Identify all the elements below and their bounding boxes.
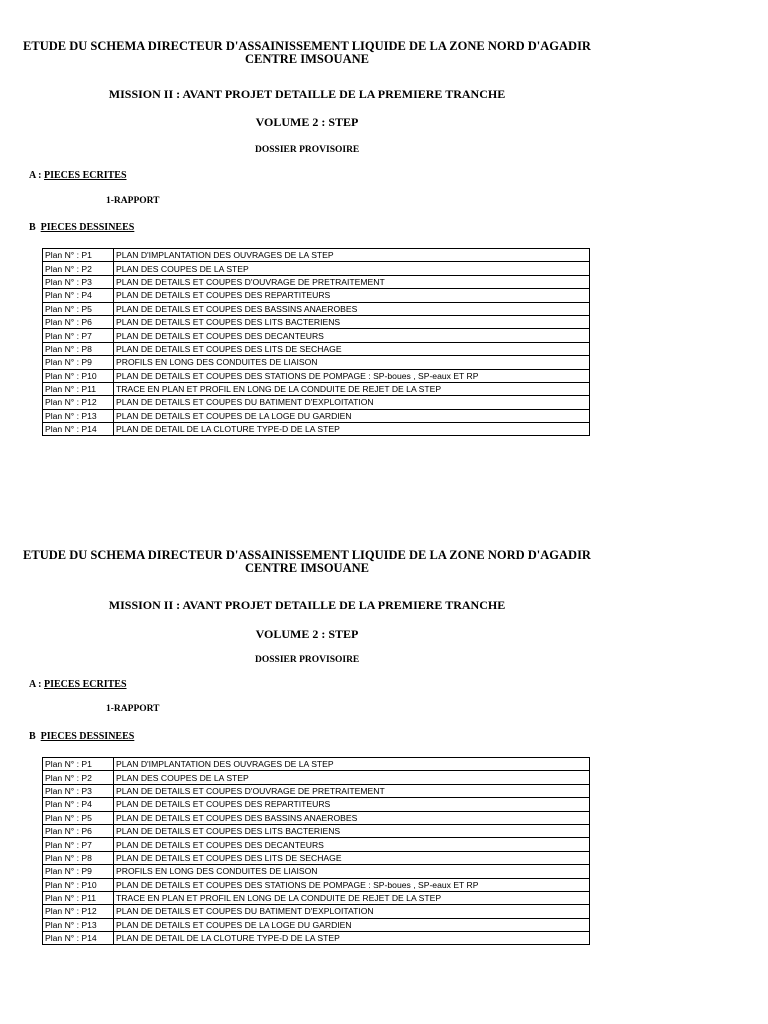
plan-number: Plan N° : P9 [43, 865, 114, 878]
plan-description: PLAN DE DETAILS ET COUPES DE LA LOGE DU GARDIEN [114, 409, 590, 422]
plan-number: Plan N° : P4 [43, 289, 114, 302]
plan-description: PLAN DE DETAILS ET COUPES DES LITS DE SECHAGE [114, 851, 590, 864]
plan-description: PLAN DE DETAILS ET COUPES DES STATIONS DE POMPAGE : SP-boues , SP-eaux ET RP [114, 369, 590, 382]
section-b-prefix: B [29, 731, 36, 742]
plan-row [43, 784, 590, 797]
title-line-1: ETUDE DU SCHEMA DIRECTEUR D'ASSAINISSEMENT LIQUIDE DE LA ZONE NORD D'AGADIR [23, 39, 591, 53]
plan-number: Plan N° : P10 [43, 369, 114, 382]
plan-description: PROFILS EN LONG DES CONDUITES DE LIAISON [114, 356, 590, 369]
plan-row [43, 758, 590, 771]
mission-heading: MISSION II : AVANT PROJET DETAILLE DE LA PREMIERE TRANCHE [108, 87, 506, 101]
section-a-label: PIECES ECRITES [44, 679, 127, 690]
plan-number: Plan N° : P8 [43, 851, 114, 864]
plans-table [42, 757, 590, 945]
plan-number: Plan N° : P12 [43, 905, 114, 918]
plan-number: Plan N° : P4 [43, 798, 114, 811]
plan-description: TRACE EN PLAN ET PROFIL EN LONG DE LA CONDUITE DE REJET DE LA STEP [114, 382, 590, 395]
plan-row [43, 824, 590, 837]
plan-number: Plan N° : P6 [43, 315, 114, 328]
plan-row [43, 382, 590, 395]
plan-description: PLAN DE DETAILS ET COUPES DES BASSINS ANAEROBES [114, 811, 590, 824]
volume-heading: VOLUME 2 : STEP [255, 115, 359, 129]
plan-number: Plan N° : P2 [43, 262, 114, 275]
plan-description: PLAN DE DETAILS ET COUPES DES STATIONS DE POMPAGE : SP-boues , SP-eaux ET RP [114, 878, 590, 891]
plan-number: Plan N° : P3 [43, 275, 114, 288]
plan-description: PLAN DE DETAILS ET COUPES DU BATIMENT D'EXPLOITATION [114, 905, 590, 918]
plan-description: PLAN D'IMPLANTATION DES OUVRAGES DE LA STEP [114, 249, 590, 262]
plan-row [43, 918, 590, 931]
plan-description: PLAN DE DETAILS ET COUPES D'OUVRAGE DE PRETRAITEMENT [114, 275, 590, 288]
plan-description: TRACE EN PLAN ET PROFIL EN LONG DE LA CONDUITE DE REJET DE LA STEP [114, 891, 590, 904]
section-a-label: PIECES ECRITES [44, 170, 127, 181]
plan-number: Plan N° : P9 [43, 356, 114, 369]
plan-row [43, 302, 590, 315]
plan-row [43, 851, 590, 864]
plan-description: PLAN D'IMPLANTATION DES OUVRAGES DE LA STEP [114, 758, 590, 771]
plan-number: Plan N° : P3 [43, 784, 114, 797]
plan-description: PLAN DE DETAILS ET COUPES DE LA LOGE DU GARDIEN [114, 918, 590, 931]
plan-row [43, 811, 590, 824]
section-a-prefix: A : [29, 170, 42, 181]
section-a-heading [29, 170, 127, 181]
plan-description: PLAN DE DETAILS ET COUPES DES BASSINS ANAEROBES [114, 302, 590, 315]
plan-description: PLAN DES COUPES DE LA STEP [114, 771, 590, 784]
plan-number: Plan N° : P11 [43, 382, 114, 395]
plan-number: Plan N° : P8 [43, 342, 114, 355]
plan-row [43, 891, 590, 904]
plan-number: Plan N° : P10 [43, 878, 114, 891]
plan-number: Plan N° : P1 [43, 758, 114, 771]
plan-description: PLAN DE DETAILS ET COUPES DES LITS DE SECHAGE [114, 342, 590, 355]
plan-number: Plan N° : P14 [43, 423, 114, 436]
plan-row [43, 798, 590, 811]
plan-row [43, 396, 590, 409]
plan-description: PLAN DE DETAILS ET COUPES DES LITS BACTERIENS [114, 824, 590, 837]
plan-row [43, 409, 590, 422]
dossier-label: DOSSIER PROVISOIRE [255, 145, 360, 155]
plan-row [43, 342, 590, 355]
dossier-label: DOSSIER PROVISOIRE [255, 655, 360, 665]
plan-number: Plan N° : P6 [43, 824, 114, 837]
plan-number: Plan N° : P13 [43, 918, 114, 931]
plan-row [43, 865, 590, 878]
plan-description: PLAN DE DETAIL DE LA CLOTURE TYPE-D DE LA STEP [114, 932, 590, 945]
section-b-label: PIECES DESSINEES [40, 731, 135, 742]
plan-description: PROFILS EN LONG DES CONDUITES DE LIAISON [114, 865, 590, 878]
plan-description: PLAN DE DETAILS ET COUPES D'OUVRAGE DE PRETRAITEMENT [114, 784, 590, 797]
plans-table [42, 248, 590, 436]
section-a-prefix: A : [29, 679, 42, 690]
plan-row [43, 932, 590, 945]
plan-number: Plan N° : P1 [43, 249, 114, 262]
plan-number: Plan N° : P5 [43, 302, 114, 315]
plan-row [43, 423, 590, 436]
plan-description: PLAN DE DETAILS ET COUPES DU BATIMENT D'EXPLOITATION [114, 396, 590, 409]
volume-heading: VOLUME 2 : STEP [255, 627, 359, 641]
plan-row [43, 771, 590, 784]
plan-row [43, 878, 590, 891]
document-title [0, 549, 614, 575]
plan-description: PLAN DE DETAILS ET COUPES DES LITS BACTERIENS [114, 315, 590, 328]
plan-description: PLAN DE DETAILS ET COUPES DES REPARTITEURS [114, 798, 590, 811]
plan-row [43, 369, 590, 382]
plan-row [43, 315, 590, 328]
plan-row [43, 249, 590, 262]
title-line-2: CENTRE IMSOUANE [245, 52, 369, 66]
rapport-item: 1-RAPPORT [106, 196, 160, 206]
title-line-1: ETUDE DU SCHEMA DIRECTEUR D'ASSAINISSEMENT LIQUIDE DE LA ZONE NORD D'AGADIR [23, 548, 591, 562]
plan-number: Plan N° : P11 [43, 891, 114, 904]
plan-row [43, 289, 590, 302]
plan-row [43, 838, 590, 851]
plan-row [43, 905, 590, 918]
plan-description: PLAN DE DETAILS ET COUPES DES REPARTITEURS [114, 289, 590, 302]
plan-description: PLAN DE DETAIL DE LA CLOTURE TYPE-D DE LA STEP [114, 423, 590, 436]
document-title [0, 40, 614, 66]
mission-heading: MISSION II : AVANT PROJET DETAILLE DE LA PREMIERE TRANCHE [108, 598, 506, 612]
section-b-heading [29, 222, 134, 233]
plan-row [43, 329, 590, 342]
plan-description: PLAN DES COUPES DE LA STEP [114, 262, 590, 275]
plan-row [43, 262, 590, 275]
section-b-label: PIECES DESSINEES [40, 222, 135, 233]
section-a-heading [29, 679, 127, 690]
page-section-2 [0, 509, 768, 1024]
plan-number: Plan N° : P13 [43, 409, 114, 422]
plan-row [43, 275, 590, 288]
section-b-prefix: B [29, 222, 36, 233]
section-b-heading [29, 731, 134, 742]
page-section-1 [0, 0, 768, 510]
plan-number: Plan N° : P2 [43, 771, 114, 784]
plan-number: Plan N° : P5 [43, 811, 114, 824]
plan-description: PLAN DE DETAILS ET COUPES DES DECANTEURS [114, 329, 590, 342]
plan-description: PLAN DE DETAILS ET COUPES DES DECANTEURS [114, 838, 590, 851]
plan-number: Plan N° : P7 [43, 838, 114, 851]
plan-number: Plan N° : P14 [43, 932, 114, 945]
rapport-item: 1-RAPPORT [106, 704, 160, 714]
plan-row [43, 356, 590, 369]
plan-number: Plan N° : P7 [43, 329, 114, 342]
plan-number: Plan N° : P12 [43, 396, 114, 409]
title-line-2: CENTRE IMSOUANE [245, 561, 369, 575]
